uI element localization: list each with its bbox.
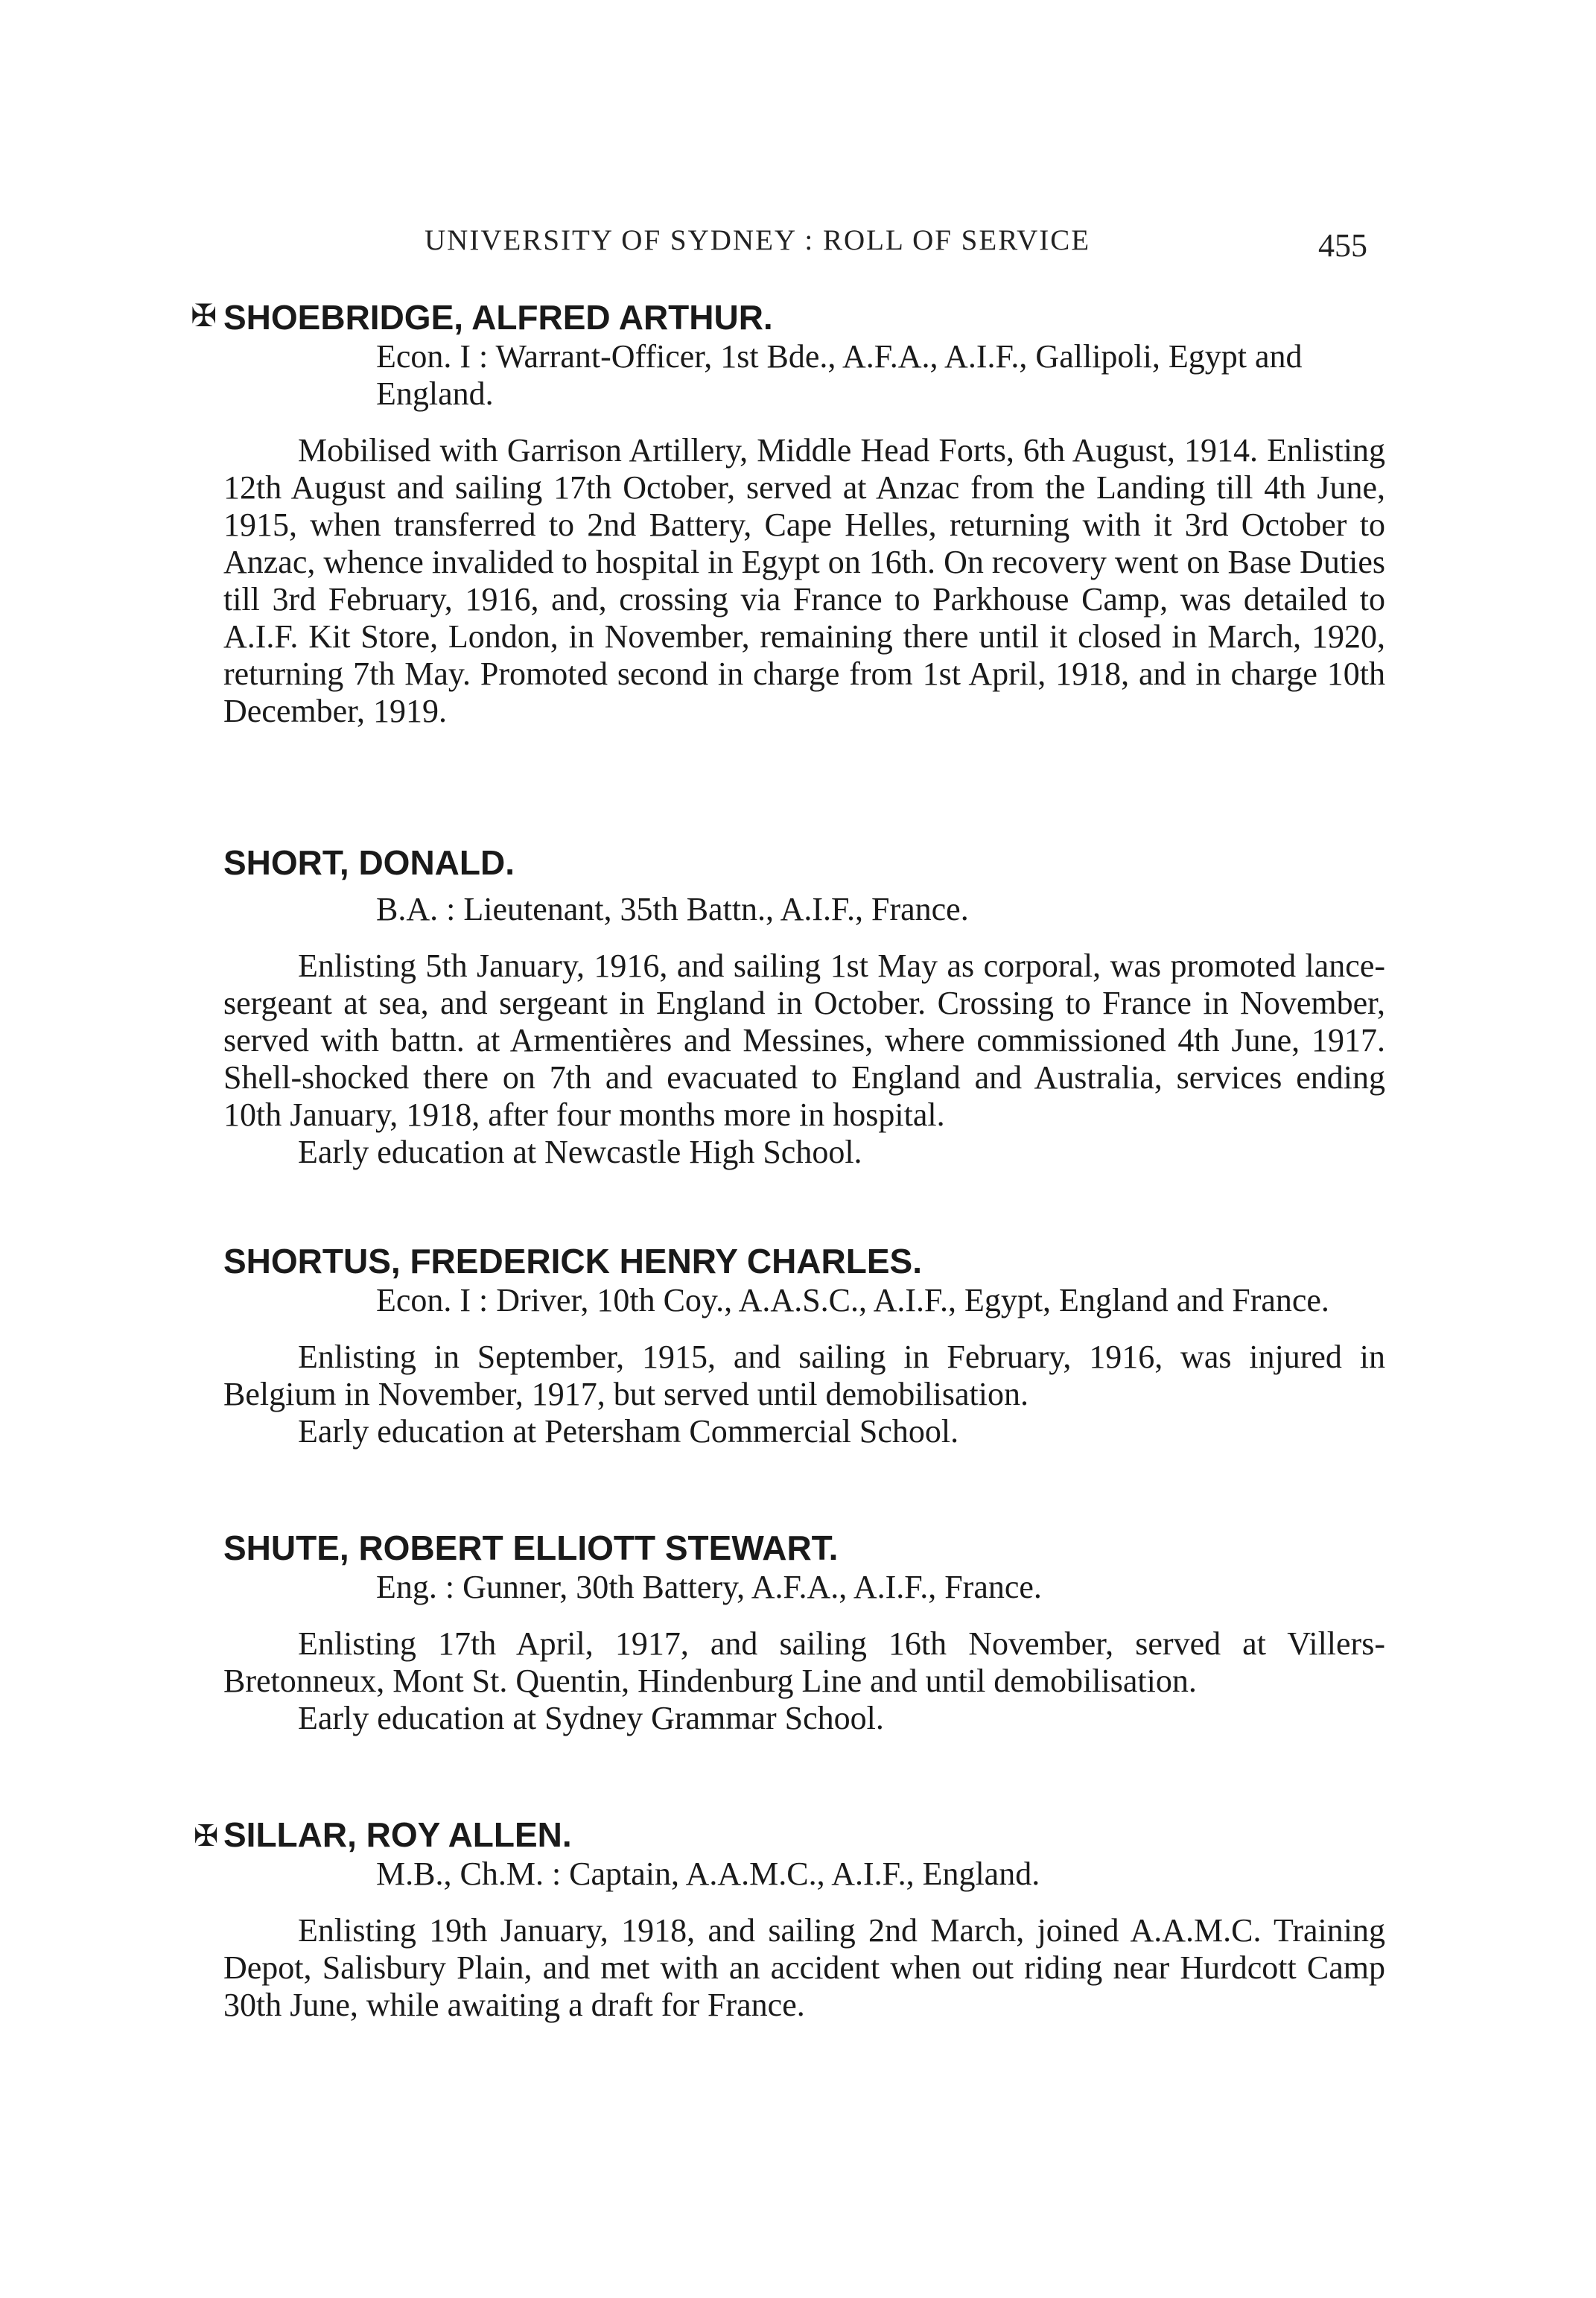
entry-paragraph: Enlisting 17th April, 1917, and sailing 16th November, served at Villers-Bretonneux, Mont St. Quentin, Hindenburg Line and until demobilisation.	[223, 1625, 1385, 1699]
entry-paragraph: Enlisting in September, 1915, and sailing in February, 1916, was injured in Belgium in November, 1917, but served until demobilisation.	[223, 1339, 1385, 1412]
entry-name	[194, 1814, 1385, 1856]
entry-name: SHORTUS, FREDERICK HENRY CHARLES.	[223, 1242, 922, 1280]
entry-education: Early education at Newcastle High School.	[298, 1134, 862, 1170]
entry-education: Early education at Sydney Grammar School.	[298, 1700, 884, 1736]
entry-qualification: Econ. I : Driver, 10th Coy., A.A.S.C., A.I.F., Egypt, England and France.	[376, 1282, 1329, 1318]
page-number: 455	[1318, 227, 1367, 264]
entry-name: SHORT, DONALD.	[223, 843, 515, 882]
entry-qualification: Eng. : Gunner, 30th Battery, A.F.A., A.I.F., France.	[376, 1569, 1042, 1605]
entry-shoebridge	[191, 296, 1385, 730]
entry-paragraph: Mobilised with Garrison Artillery, Middle Head Forts, 6th August, 1914. Enlisting 12th August and sailing 17th October, served at Anzac from the Landing till 4th June, 1915, when transferred to 2nd Battery, Cape Helles, returning with it 3rd October to Anzac, whence invalided to hospital in Egypt on 16th. On recovery went on Base Duties till 3rd February, 1916, and, crossing via France to Parkhouse Camp, was detailed to A.I.F. Kit Store, London, in November, remaining there until it closed in March, 1920, returning 7th May. Promoted second in charge from 1st April, 1918, and in charge 10th December, 1919.	[223, 432, 1385, 729]
entry-name	[191, 296, 1385, 338]
entry-qualification: M.B., Ch.M. : Captain, A.A.M.C., A.I.F., England.	[376, 1856, 1040, 1892]
entry-name: SHUTE, ROBERT ELLIOTT STEWART.	[223, 1529, 839, 1567]
entry-qualification: B.A. : Lieutenant, 35th Battn., A.I.F., France.	[376, 891, 969, 927]
entry-sillar	[194, 1814, 1385, 2024]
entry-short	[223, 842, 1385, 1171]
entry-shute	[223, 1527, 1385, 1737]
entry-shortus	[223, 1240, 1385, 1450]
entry-education: Early education at Petersham Commercial School.	[298, 1413, 959, 1450]
deceased-cross-icon: ✠	[191, 298, 217, 333]
entry-paragraph: Enlisting 19th January, 1918, and sailing 2nd March, joined A.A.M.C. Training Depot, Salisbury Plain, and met with an accident when out riding near Hurdcott Camp 30th June, while awaiting a draft for France.	[223, 1912, 1385, 2023]
entry-qualification: Econ. I : Warrant-Officer, 1st Bde., A.F.A., A.I.F., Gallipoli, Egypt and England.	[376, 338, 1303, 412]
entry-name-text: SHOEBRIDGE, ALFRED ARTHUR.	[223, 298, 773, 337]
running-head: UNIVERSITY OF SYDNEY : ROLL OF SERVICE	[425, 224, 1091, 256]
deceased-cross-icon: ✠	[194, 1820, 219, 1853]
entry-paragraph: Enlisting 5th January, 1916, and sailing 1st May as corporal, was promoted lance-sergeant at sea, and sergeant in England in October. Crossing to France in November, served with battn. at Armentières and Messines, where commissioned 4th June, 1917. Shell-shocked there on 7th and evacuated to England and Australia, services ending 10th January, 1918, after four months more in hospital.	[223, 948, 1385, 1133]
entry-name-text: SILLAR, ROY ALLEN.	[223, 1815, 572, 1854]
